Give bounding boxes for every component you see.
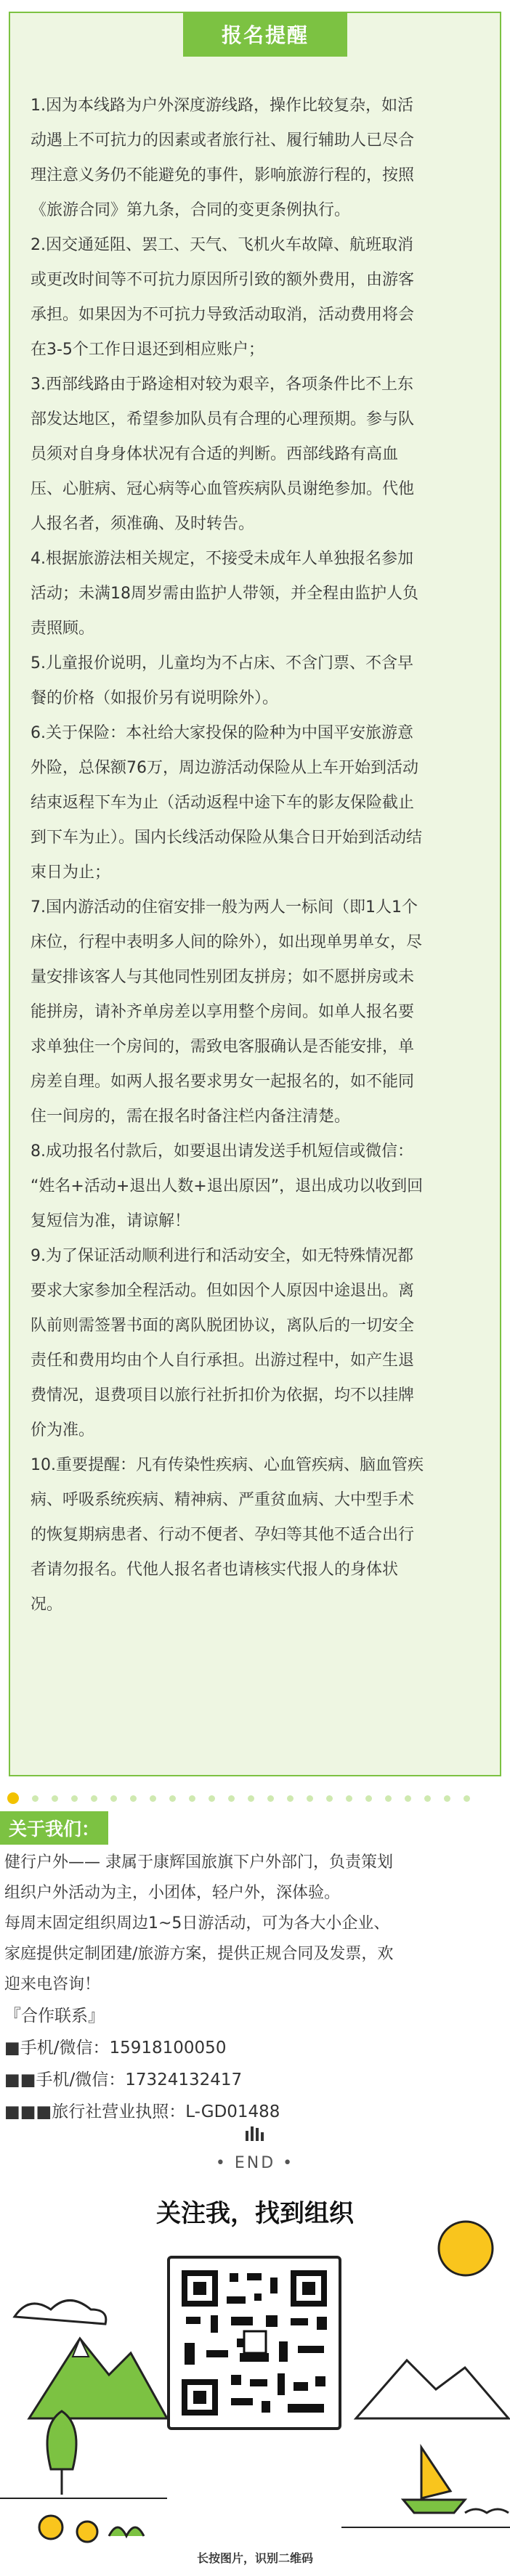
notice-line: 病、呼吸系统疾病、精神病、严重贫血病、大中型手术 (31, 1491, 415, 1509)
dot-icon (71, 1795, 78, 1802)
dot-icon (150, 1795, 156, 1802)
notice-line: 10.重要提醒：凡有传染性疾病、心血管疾病、脑血管疾 (31, 1456, 424, 1474)
about-line: 每周末固定组织周边1~5日游活动，可为各大小企业、 (4, 1914, 390, 1933)
notice-body (31, 89, 485, 1622)
dot-icon (189, 1795, 195, 1802)
notice-line: 房差自理。如两人报名要求男女一起报名的，如不能同 (31, 1073, 415, 1091)
notice-line: 复短信为准，请谅解！ (31, 1212, 191, 1230)
notice-line: 6.关于保险：本社给大家投保的险种为中国平安旅游意 (31, 724, 413, 742)
dot-icon (444, 1795, 450, 1802)
notice-line: 7.国内游活动的住宿安排一般为两人一标间（即1人1个 (31, 898, 418, 917)
notice-line: 承担。如果因为不可抗力导致活动取消，活动费用将会 (31, 306, 415, 324)
notice-line: 况。 (31, 1596, 63, 1614)
dot-icon (365, 1795, 372, 1802)
mountain-icon (356, 2360, 509, 2418)
about-line: 迎来电咨询！ (4, 1975, 101, 1994)
dot-icon (405, 1795, 411, 1802)
about-title: 关于我们： (0, 1811, 108, 1845)
dot-icon (52, 1795, 58, 1802)
notice-line: 活动；未满18周岁需由监护人带领，并全程由监护人负 (31, 585, 418, 603)
dot-icon (464, 1795, 470, 1802)
notice-line: 者请勿报名。代他人报名者也请核实代报人的身体状 (31, 1561, 399, 1579)
qr-code-image (169, 2257, 340, 2429)
duck-icon (39, 2516, 97, 2542)
notice-line: 1.因为本线路为户外深度游线路，操作比较复杂，如活 (31, 97, 413, 115)
notice-line: 餐的价格（如报价另有说明除外）。 (31, 689, 279, 707)
notice-line: 费情况，退费项目以旅行社折扣价为依据，均不以挂牌 (31, 1386, 415, 1405)
notice-line: 到下车为止）。国内长线活动保险从集合日开始到活动结 (31, 829, 423, 847)
notice-line: 外险，总保额76万，周边游活动保险从上车开始到活动 (31, 759, 418, 777)
contact-lines (4, 2032, 498, 2128)
follow-title: 关注我，找到组织 (156, 2199, 354, 2228)
notice-line: 的恢复期病患者、行动不便者、孕妇等其他不适合出行 (31, 1526, 415, 1544)
notice-line: 9.为了保证活动顺利进行和活动安全，如无特殊情况都 (31, 1247, 413, 1265)
notice-line: 束日为止； (31, 864, 111, 882)
notice-line: 8.成功报名付款后，如要退出请发送手机短信或微信： (31, 1142, 413, 1161)
dot-icon (248, 1795, 254, 1802)
dot-icon (346, 1795, 352, 1802)
dot-icon (307, 1795, 313, 1802)
dot-icon (287, 1795, 294, 1802)
notice-line: 或更改时间等不可抗力原因所引致的额外费用，由游客 (31, 271, 415, 289)
notice-line: 人报名者，须准确、及时转告。 (31, 515, 255, 533)
dot-icon (326, 1795, 333, 1802)
dot-icon (267, 1795, 274, 1802)
notice-line: 部发达地区，希望参加队员有合理的心理预期。参与队 (31, 410, 415, 428)
tree-icon (47, 2411, 76, 2469)
dot-icon (32, 1795, 39, 1802)
notice-line: 责照顾。 (31, 619, 95, 638)
cloud-icon (15, 2301, 106, 2325)
contact-line: ■手机/微信：15918100050 (4, 2039, 227, 2057)
dot-icon (209, 1795, 215, 1802)
notice-line: 《旅游合同》第九条，合同的变更条例执行。 (31, 201, 351, 219)
notice-line: 队前则需签署书面的离队脱团协议，离队后的一切安全 (31, 1317, 415, 1335)
notice-title: 报名提醒 (183, 12, 347, 57)
landscape-illustration (0, 2208, 510, 2549)
mountain-icon (29, 2339, 167, 2418)
notice-line: 求单独住一个房间的，需致电客服确认是否能安排，单 (31, 1038, 415, 1056)
about-line: 家庭提供定制团建/旅游方案，提供正规合同及发票，欢 (4, 1945, 394, 1963)
notice-line: 动遇上不可抗力的因素或者旅行社、履行辅助人已尽合 (31, 131, 415, 150)
notice-line: 要求大家参加全程活动。但如因个人原因中途退出。离 (31, 1282, 415, 1300)
notice-line: 结束返程下车为止（活动返程中途下车的影友保险截止 (31, 794, 415, 812)
dot-icon (130, 1795, 137, 1802)
notice-line: 价为准。 (31, 1421, 95, 1439)
sun-icon (439, 2222, 493, 2275)
notice-line: 能拼房，请补齐单房差以享用整个房间。如单人报名要 (31, 1003, 415, 1021)
qr-caption: 长按图片，识别二维码 (196, 2551, 313, 2565)
notice-box (9, 12, 501, 1776)
dot-icon (424, 1795, 431, 1802)
dot-icon (385, 1795, 392, 1802)
notice-line: 压、心脏病、冠心病等心血管疾病队员谢绝参加。代他 (31, 480, 415, 498)
notice-line: 理注意义务仍不能避免的事件，影响旅游行程的，按照 (31, 166, 415, 184)
dot-yellow-icon (7, 1792, 19, 1804)
end-bars-icon (244, 2125, 266, 2141)
notice-line: 5.儿童报价说明，儿童均为不占床、不含门票、不含早 (31, 654, 413, 673)
notice-line: “姓名+活动+退出人数+退出原因”，退出成功以收到回 (31, 1177, 424, 1195)
about-body (4, 1848, 506, 2000)
dot-icon (169, 1795, 176, 1802)
notice-line: 员须对自身身体状况有合适的判断。西部线路有高血 (31, 445, 399, 463)
dot-icon (228, 1795, 235, 1802)
end-text: • END • (215, 2154, 295, 2172)
notice-line: 责任和费用均由个人自行承担。出游过程中，如产生退 (31, 1352, 415, 1370)
dot-icon (91, 1795, 97, 1802)
about-line: 组织户外活动为主，小团体，轻户外，深体验。 (4, 1884, 341, 1902)
notice-line: 4.根据旅游法相关规定，不接受未成年人单独报名参加 (31, 550, 413, 568)
contact-title: 『合作联系』 (4, 2007, 105, 2026)
sailboat-icon (421, 2447, 450, 2498)
notice-line: 2.因交通延阻、罢工、天气、飞机火车故障、航班取消 (31, 236, 413, 254)
dot-icon (110, 1795, 117, 1802)
notice-line: 住一间房的，需在报名时备注栏内备注清楚。 (31, 1108, 351, 1126)
about-line: 健行户外—— 隶属于康辉国旅旗下户外部门，负责策划 (4, 1853, 393, 1872)
contact-line: ■■■旅行社营业执照：L-GD01488 (4, 2102, 280, 2121)
dots-divider (7, 1792, 470, 1804)
contact-line: ■■手机/微信：17324132417 (4, 2071, 243, 2089)
notice-line: 量安排该客人与其他同性别团友拼房；如不愿拼房或未 (31, 968, 415, 986)
notice-line: 床位，行程中表明多人间的除外），如出现单男单女，尽 (31, 933, 423, 951)
notice-line: 在3-5个工作日退还到相应账户； (31, 341, 264, 359)
contact-block (4, 2000, 498, 2128)
notice-line: 3.西部线路由于路途相对较为艰辛，各项条件比不上东 (31, 375, 413, 394)
grass-icon (109, 2527, 144, 2536)
